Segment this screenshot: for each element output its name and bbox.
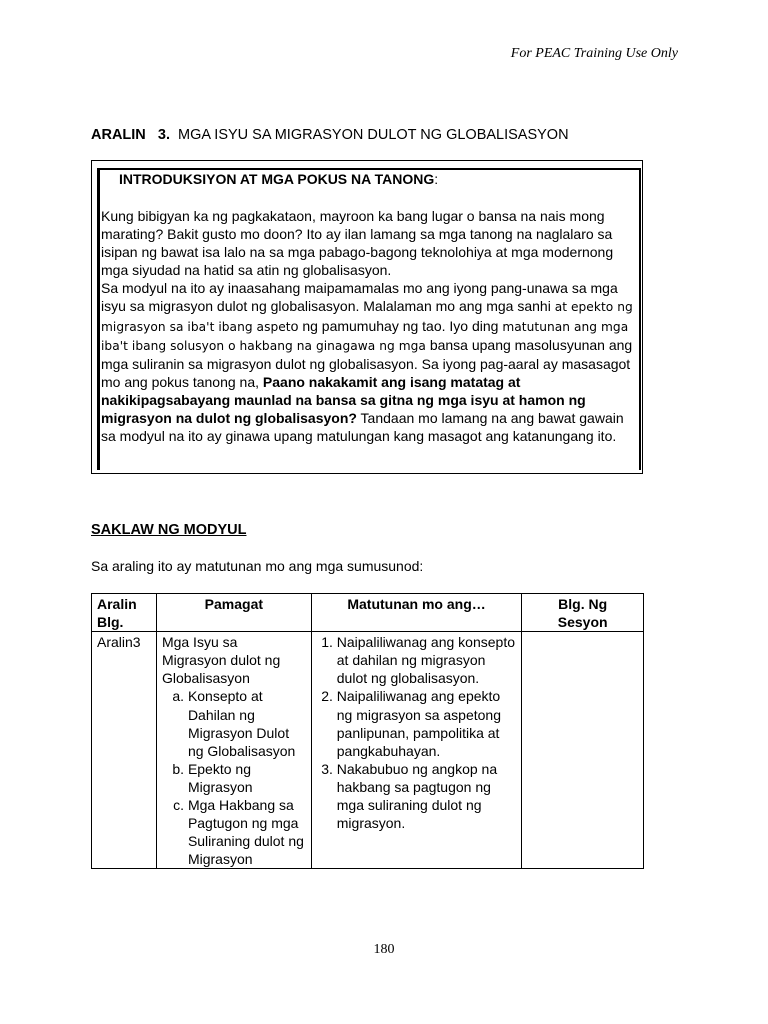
lesson-heading: MGA ISYU SA MIGRASYON DULOT NG GLOBALISASYON bbox=[178, 127, 569, 143]
intro-p2-part3: bansa upang masolusyunan ang mga suliranin sa migrasyon dulot ng globalisasyon. Sa iyong pag-aaral ay masasagot mo ang pokus tanong na, bbox=[101, 336, 633, 390]
scope-title: SAKLAW NG MODYUL bbox=[91, 522, 247, 538]
outcome-list bbox=[317, 633, 517, 832]
lesson-label: ARALIN bbox=[91, 127, 146, 143]
cell-sesyon bbox=[522, 632, 644, 869]
list-item: a. Konsepto at Dahilan ng Migrasyon Dulot ng Globalisasyon bbox=[188, 687, 306, 759]
cell-outcomes bbox=[311, 632, 522, 869]
intro-p2-mono2: matutunan ang mga iba't ibang solusyon o hakbang na ginagawa ng mga bbox=[101, 319, 629, 353]
topic-list bbox=[162, 687, 306, 868]
intro-paragraph-1: Kung bibigyan ka ng pagkakataon, mayroon ka bang lugar o bansa na nais mong marating? Bakit gusto mo doon? Ito ay ilan lamang sa mga tanong na naglalaro sa isipan ng bawat isa lalo na sa mga pabago-bagong teknolohiya at mga modernong mga siyudad na hatid sa atin ng globalisasyon. bbox=[101, 208, 614, 279]
cell-aralin: Aralin3 bbox=[92, 632, 157, 869]
page-number: 180 bbox=[373, 942, 395, 957]
scope-table bbox=[91, 593, 644, 869]
intro-paragraph-2 bbox=[101, 279, 635, 445]
header-matutunan: Matutunan mo ang… bbox=[311, 594, 522, 632]
header-sesyon-line1: Blg. Ng bbox=[558, 596, 608, 612]
header-sesyon bbox=[522, 594, 644, 632]
header-aralin-line2: Blg. bbox=[97, 614, 124, 631]
header-aralin-line1: Aralin bbox=[97, 596, 137, 612]
intro-p2-part4: Tandaan mo lamang na ang bawat gawain sa modyul na ito ay ginawa upang matulungan kang masagot ang katanungang ito. bbox=[101, 410, 624, 445]
header-note: For PEAC Training Use Only bbox=[510, 46, 678, 61]
intro-p2-mono1: at epekto ng migrasyon sa iba't ibang aspet bbox=[101, 300, 633, 334]
header-pamagat: Pamagat bbox=[156, 594, 311, 632]
table-header-row bbox=[92, 594, 644, 632]
intro-body bbox=[101, 207, 635, 445]
list-item: b. Epekto ng Migrasyon bbox=[188, 760, 306, 796]
lesson-title bbox=[91, 127, 569, 143]
list-item: 3. Nakabubuo ng angkop na hakbang sa pagtugon ng mga suliraning dulot ng migrasyon. bbox=[337, 760, 517, 832]
intro-heading bbox=[119, 171, 438, 187]
intro-heading-text: INTRODUKSIYON AT MGA POKUS NA TANONG bbox=[119, 171, 435, 187]
header-aralin bbox=[92, 594, 157, 632]
pamagat-title: Mga Isyu sa Migrasyon dulot ng Globalisasyon bbox=[161, 634, 281, 687]
table-row bbox=[92, 632, 644, 869]
list-item: 1. Naipaliliwanag ang konsepto at dahilan ng migrasyon dulot ng globalisasyon. bbox=[337, 633, 517, 687]
lesson-number: 3. bbox=[157, 127, 170, 143]
intro-heading-colon: : bbox=[434, 171, 439, 187]
focus-question: Paano nakakamit ang isang matatag at nakikipagsabayang maunlad na bansa sa gitna ng mga isyu at hamon ng migrasyon na dulot ng globalisasyon? bbox=[101, 373, 586, 427]
intro-p2-part2: o ng pamumuhay ng tao. Iyo ding bbox=[290, 317, 503, 334]
header-sesyon-line2: Sesyon bbox=[557, 614, 608, 631]
scope-intro: Sa araling ito ay matutunan mo ang mga sumusunod: bbox=[91, 558, 424, 574]
list-item: c. Mga Hakbang sa Pagtugon ng mga Suliraning dulot ng Migrasyon bbox=[188, 796, 306, 868]
list-item: 2. Naipaliliwanag ang epekto ng migrasyon sa aspetong panlipunan, pampolitika at pangkabuhayan. bbox=[337, 687, 517, 759]
cell-pamagat bbox=[156, 632, 311, 869]
intro-p2-part1: Sa modyul na ito ay inaasahang maipamamalas mo ang iyong pang-unawa sa mga isyu sa migrasyon dulot ng globalisasyon. Malalaman mo ang mga sanhi bbox=[101, 280, 618, 315]
